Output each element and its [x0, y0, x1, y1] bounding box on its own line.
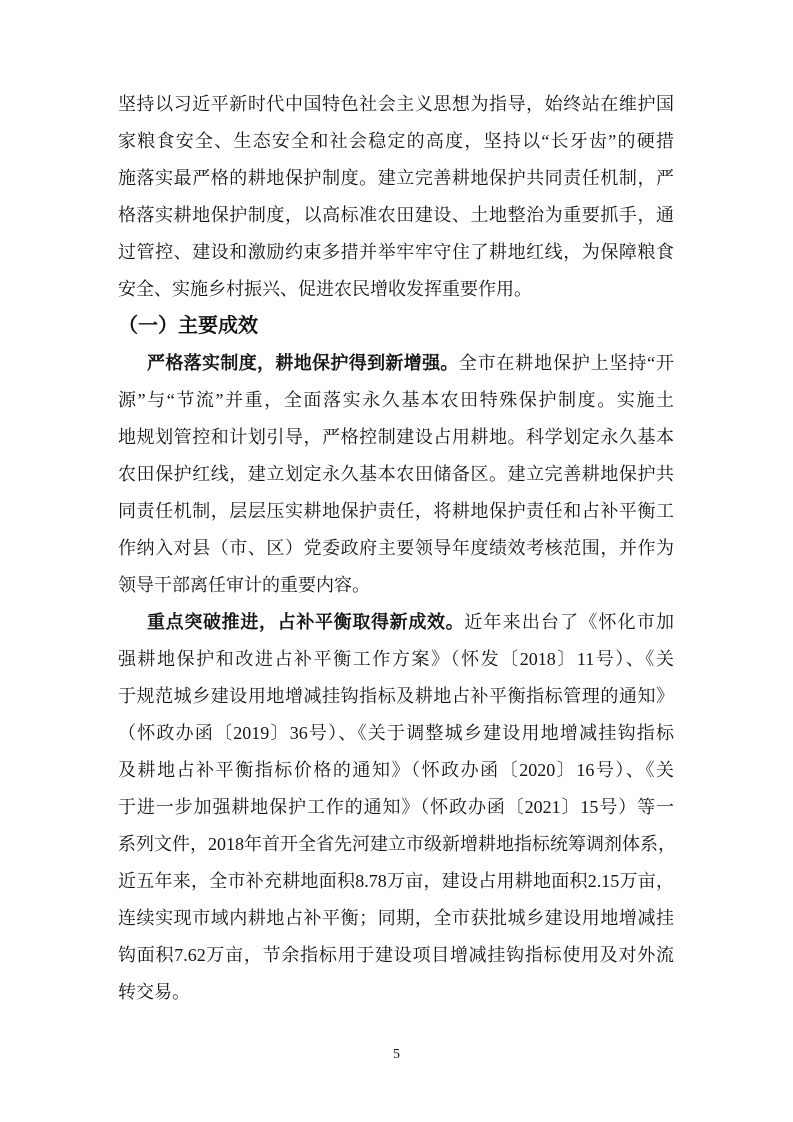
page-content	[118, 86, 674, 1011]
text-line: 转交易。	[118, 982, 190, 1002]
text-line: 施落实最严格的耕地保护制度。建立完善耕地保护共同责任机制，严	[118, 168, 674, 188]
body-paragraph-1	[118, 86, 674, 308]
text-line: 格落实耕地保护制度，以高标准农田建设、土地整治为重要抓手，通	[118, 205, 674, 225]
text-line: 于进一步加强耕地保护工作的通知》（怀政办函〔2021〕15号）等一	[118, 797, 674, 817]
text-line: 作纳入对县（市、区）党委政府主要领导年度绩效考核范围，并作为	[118, 538, 674, 558]
text-line: 农田保护红线，建立划定永久基本农田储备区。建立完善耕地保护共	[118, 464, 674, 484]
text-line: 坚持以习近平新时代中国特色社会主义思想为指导，始终站在维护国	[118, 94, 674, 114]
text-line: 同责任机制，层层压实耕地保护责任，将耕地保护责任和占补平衡工	[118, 501, 674, 521]
text-line	[118, 345, 674, 382]
text-line: 强耕地保护和改进占补平衡工作方案》（怀发〔2018〕11号）、《关	[118, 649, 674, 669]
text-line: 过管控、建设和激励约束多措并举牢牢守住了耕地红线，为保障粮食	[118, 242, 674, 262]
text-line: 地规划管控和计划引导，严格控制建设占用耕地。科学划定永久基本	[118, 427, 674, 447]
text-line: 钩面积7.62万亩，节余指标用于建设项目增减挂钩指标使用及对外流	[118, 945, 674, 965]
text-line: 于规范城乡建设用地增减挂钩指标及耕地占补平衡指标管理的通知》	[118, 686, 674, 706]
page-number: 5	[393, 1047, 400, 1062]
paragraph-lead-bold: 重点突破推进，占补平衡取得新成效。	[147, 612, 465, 632]
text-line: 安全、实施乡村振兴、促进农民增收发挥重要作用。	[118, 279, 532, 299]
text-line: （怀政办函〔2019〕36号）、《关于调整城乡建设用地增减挂钩指标	[118, 723, 674, 743]
text-run: 全市在耕地保护上坚持“开	[458, 353, 675, 373]
text-run: 近年来出台了《怀化市加	[464, 612, 675, 632]
text-line: 家粮食安全、生态安全和社会稳定的高度，坚持以“长牙齿”的硬措	[118, 131, 674, 151]
text-line: 系列文件，2018年首开全省先河建立市级新增耕地指标统筹调剂体系，	[118, 834, 676, 854]
paragraph-lead-bold: 严格落实制度，耕地保护得到新增强。	[147, 353, 459, 373]
section-heading: （一）主要成效	[118, 315, 258, 337]
text-line	[118, 604, 674, 641]
text-line: 连续实现市域内耕地占补平衡；同期，全市获批城乡建设用地增减挂	[118, 908, 674, 928]
text-line: 领导干部离任审计的重要内容。	[118, 575, 370, 595]
body-paragraph-2	[118, 345, 674, 604]
text-line: 近五年来，全市补充耕地面积8.78万亩，建设占用耕地面积2.15万亩，	[118, 871, 674, 891]
text-line: 及耕地占补平衡指标价格的通知》（怀政办函〔2020〕16号）、《关	[118, 760, 674, 780]
text-line: 源”与“节流”并重，全面落实永久基本农田特殊保护制度。实施土	[118, 390, 674, 410]
body-paragraph-3	[118, 604, 674, 1011]
